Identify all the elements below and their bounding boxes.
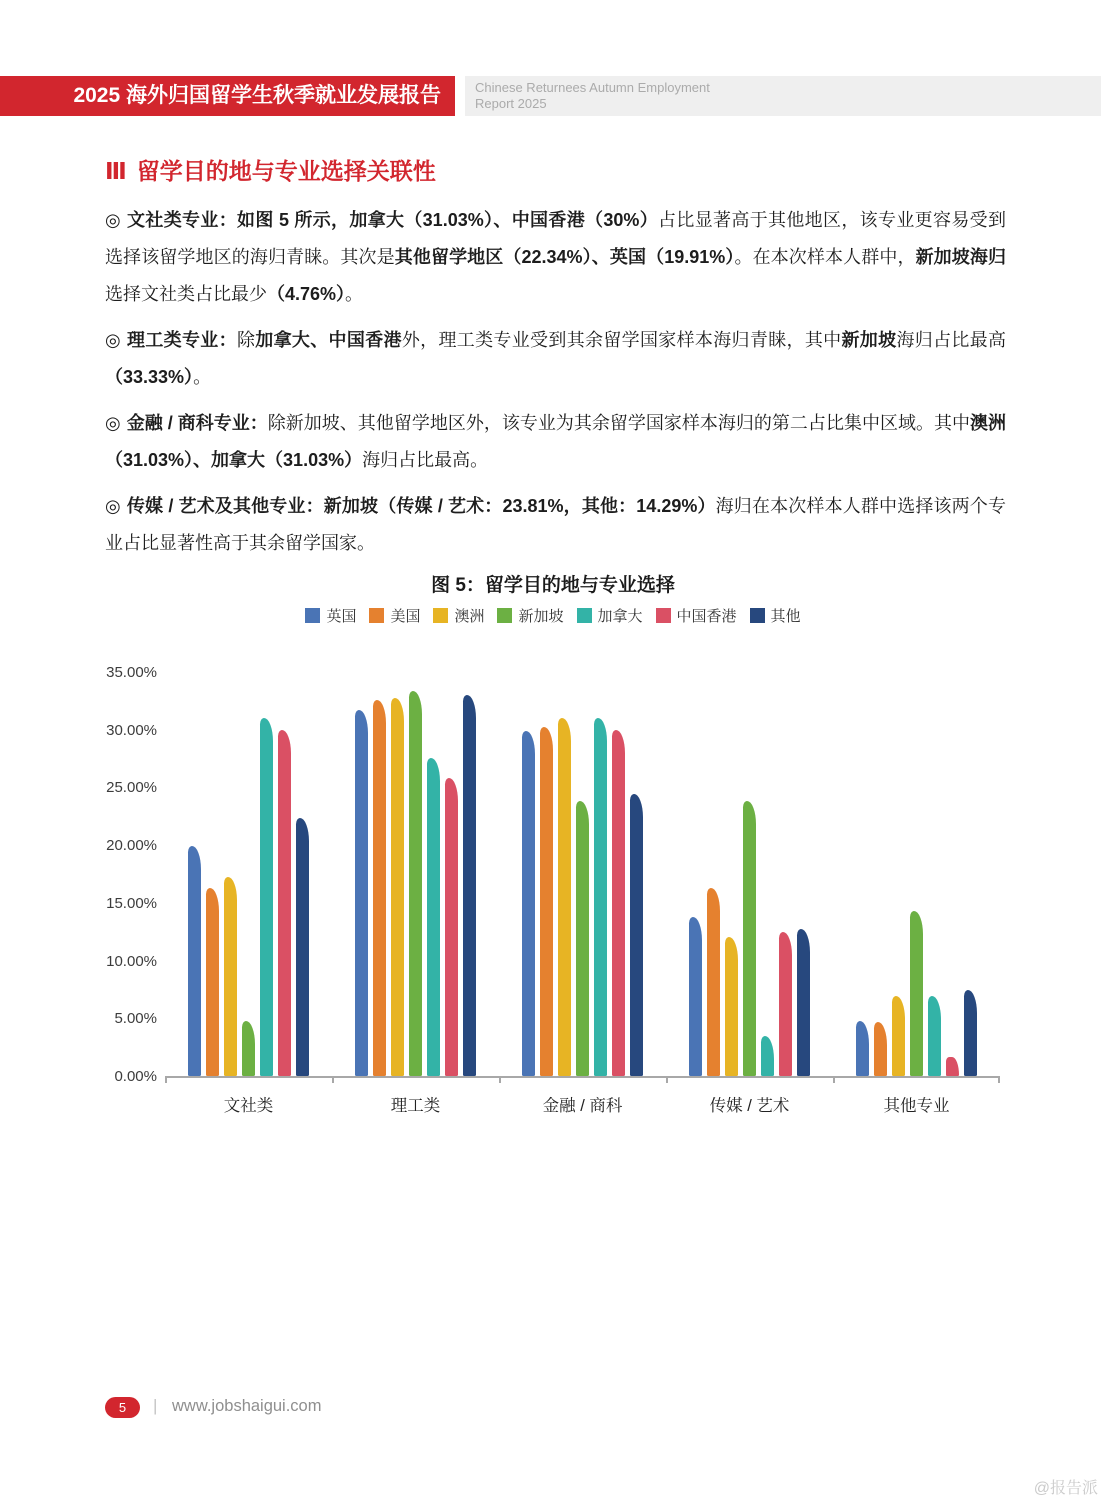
legend-item [305, 605, 356, 626]
report-title-cn: 2025 海外归国留学生秋季就业发展报告 [73, 84, 441, 107]
legend-swatch-icon [497, 608, 512, 623]
report-title-english [465, 76, 1101, 116]
text-segment: 选择文社类占比最少 [105, 284, 267, 304]
x-axis-tick [499, 1076, 501, 1083]
legend-item [750, 605, 801, 626]
bar [206, 888, 219, 1076]
bar [964, 990, 977, 1076]
bar-group [499, 672, 666, 1115]
text-segment: 文社类专业：如图 5 所示，加拿大（31.03%）、中国香港（30%） [127, 210, 659, 230]
y-axis-label: 30.00% [106, 721, 157, 739]
bar [594, 718, 607, 1076]
bar [892, 996, 905, 1076]
bar-group [165, 672, 332, 1115]
x-axis-tick [165, 1076, 167, 1083]
x-axis-tick [998, 1076, 1000, 1083]
legend-label: 英国 [326, 608, 357, 625]
y-axis-label: 0.00% [114, 1068, 157, 1085]
legend-label: 美国 [390, 608, 421, 625]
figure-title: 图 5：留学目的地与专业选择 [431, 575, 675, 596]
plot-area [165, 672, 1000, 1115]
bar [797, 929, 810, 1076]
bar-cluster [332, 672, 499, 1076]
text-segment: 除新加坡、其他留学地区外，该专业为其余留学国家样本海归的第二占比集中区域。其中 [267, 413, 970, 433]
bar [743, 801, 756, 1076]
report-title-banner [0, 76, 455, 116]
bullet-icon: ◎ [105, 330, 122, 350]
bar-cluster [165, 672, 332, 1076]
bar [630, 794, 643, 1076]
report-title-en-line2: Report 2025 [475, 96, 547, 111]
body-paragraph [105, 405, 1006, 479]
text-segment: 。 [345, 284, 364, 304]
y-axis [105, 664, 157, 1085]
text-segment: 澳洲（31.03%）、加拿大（31.03%） [105, 413, 1006, 470]
text-segment: 海归占比最高 [896, 330, 1007, 350]
bar [522, 731, 535, 1076]
bar [463, 695, 476, 1076]
legend-item [656, 605, 737, 626]
text-segment: 新加坡海归 [915, 247, 1007, 267]
x-axis-tick [332, 1076, 334, 1083]
bar [946, 1057, 959, 1076]
bar [278, 730, 291, 1076]
bar [409, 691, 422, 1076]
legend-label: 中国香港 [676, 608, 737, 625]
text-segment: 理工类专业： [127, 330, 237, 350]
bar [928, 996, 941, 1076]
bar [558, 718, 571, 1076]
legend-swatch-icon [369, 608, 384, 623]
text-segment: 新加坡 [841, 330, 897, 350]
legend-label: 新加坡 [518, 608, 564, 625]
text-segment: （33.33%） [105, 367, 194, 387]
body-paragraphs [105, 202, 1006, 571]
y-axis-label: 25.00% [106, 779, 157, 797]
report-title-en-line1: Chinese Returnees Autumn Employment [475, 80, 710, 95]
bar [874, 1022, 887, 1076]
legend-swatch-icon [305, 608, 320, 623]
bar [612, 730, 625, 1076]
legend-label: 澳洲 [454, 608, 485, 625]
bar [761, 1036, 774, 1076]
bar-group [833, 672, 1000, 1115]
website-link[interactable]: www.jobshaigui.com [172, 1397, 322, 1415]
chart-legend [0, 605, 1106, 626]
bar-cluster [833, 672, 1000, 1076]
bar [355, 710, 368, 1076]
legend-label: 其他 [770, 608, 801, 625]
text-segment: 占比显著高于其他地区，该专业更容易受到选择该留学地区的海归青睐。其次是 [105, 210, 1006, 267]
category-label: 金融 / 商科 [542, 1097, 623, 1115]
text-segment: 外，理工类专业受到其余留学国家样本海归青睐，其中 [401, 330, 842, 350]
legend-item [577, 605, 643, 626]
bar [296, 818, 309, 1076]
legend-item [433, 605, 484, 626]
category-label: 其他专业 [883, 1097, 950, 1115]
body-paragraph [105, 202, 1006, 313]
bar-group [666, 672, 833, 1115]
text-segment: 金融 / 商科专业： [126, 413, 268, 433]
legend-swatch-icon [750, 608, 765, 623]
text-segment: 加拿大、中国香港 [255, 330, 402, 350]
figure-5-chart [105, 664, 1005, 1142]
section-numeral: Ⅲ [105, 158, 127, 184]
watermark: @报告派 [1033, 1480, 1098, 1497]
body-paragraph [105, 488, 1006, 562]
bar [391, 698, 404, 1076]
bar [242, 1021, 255, 1076]
bar [689, 917, 702, 1076]
bar-cluster [499, 672, 666, 1076]
legend-swatch-icon [656, 608, 671, 623]
body-paragraph [105, 322, 1006, 396]
text-segment: 除 [236, 330, 256, 350]
text-segment: 。在本次样本人群中， [734, 247, 916, 267]
text-segment: 其他留学地区（22.34%）、英国（19.91%） [394, 247, 735, 267]
legend-swatch-icon [577, 608, 592, 623]
page-number-badge: 5 [105, 1397, 140, 1418]
bullet-icon: ◎ [105, 496, 121, 516]
bar [910, 911, 923, 1076]
bar [540, 727, 553, 1076]
legend-item [497, 605, 563, 626]
bar-cluster [666, 672, 833, 1076]
bullet-icon: ◎ [105, 210, 122, 230]
section-title-text: 留学目的地与专业选择关联性 [136, 158, 436, 184]
y-axis-label: 5.00% [114, 1010, 157, 1028]
y-axis-label: 10.00% [106, 952, 157, 970]
text-segment: 传媒 / 艺术及其他专业：新加坡（传媒 / 艺术：23.81%，其他：14.29%） [126, 496, 716, 516]
text-segment: 海归在本次样本人群中选择该两个专业占比显著性高于其余留学国家。 [105, 496, 1006, 553]
legend-label: 加拿大 [597, 608, 643, 625]
category-label: 传媒 / 艺术 [709, 1097, 790, 1115]
x-axis-tick [666, 1076, 668, 1083]
category-label: 文社类 [223, 1097, 274, 1115]
legend-swatch-icon [433, 608, 448, 623]
bar [224, 877, 237, 1076]
bullet-icon: ◎ [105, 413, 121, 433]
bar [427, 758, 440, 1076]
category-label: 理工类 [390, 1097, 441, 1115]
bar [188, 846, 201, 1076]
text-segment: 。 [193, 367, 212, 387]
bar [576, 801, 589, 1076]
bar [779, 932, 792, 1076]
bar [725, 937, 738, 1076]
bar [445, 778, 458, 1076]
text-segment: 海归占比最高。 [362, 450, 489, 470]
y-axis-label: 20.00% [106, 837, 157, 855]
bar [373, 700, 386, 1076]
bar [856, 1021, 869, 1076]
text-segment: （4.76%） [267, 284, 346, 304]
y-axis-label: 15.00% [106, 894, 157, 912]
bar-group [332, 672, 499, 1115]
legend-item [369, 605, 420, 626]
footer-separator: | [153, 1396, 158, 1415]
bar [260, 718, 273, 1076]
x-axis-tick [833, 1076, 835, 1083]
bar [707, 888, 720, 1076]
section-title [105, 153, 436, 186]
y-axis-label: 35.00% [106, 664, 157, 681]
